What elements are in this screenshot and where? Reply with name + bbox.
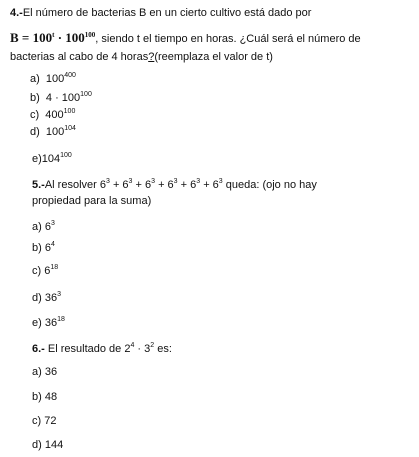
option-exp: 100 xyxy=(63,108,76,115)
option-label: d) xyxy=(30,126,40,138)
option-label: d) xyxy=(32,439,45,451)
q4-text-line1: El número de bacterias B en un cierto cultivo está dado por xyxy=(22,7,312,19)
option-base: 6 xyxy=(44,242,51,254)
q4-formula-exp1: t xyxy=(52,31,55,39)
option-label: c) xyxy=(30,109,40,121)
option-base: 4 · 100 xyxy=(45,92,81,104)
option-label: a) xyxy=(32,366,45,378)
q4-option-b xyxy=(30,91,92,105)
q6-text-b: es: xyxy=(154,343,172,355)
q4-formula-exp2: 100 xyxy=(84,31,96,39)
q6-text-a: El resultado de 2 xyxy=(44,343,131,355)
q4-formula xyxy=(10,30,95,45)
option-base: 100 xyxy=(45,126,65,138)
q5-exp: 3 xyxy=(105,178,110,185)
q5-term: + 6 xyxy=(109,179,129,191)
option-exp: 100 xyxy=(60,152,72,159)
option-exp: 4 xyxy=(50,241,55,248)
q4-option-a xyxy=(30,72,76,86)
option-exp: 400 xyxy=(64,72,76,79)
option-value: 36 xyxy=(44,366,58,378)
q5-exp: 3 xyxy=(196,178,201,185)
q4-text-line3a: bacterias al cabo de 4 horas xyxy=(10,51,149,63)
option-label: b) xyxy=(32,242,45,254)
option-exp: 18 xyxy=(57,316,65,323)
q6-option-a xyxy=(32,365,57,379)
q6-option-d xyxy=(32,438,63,452)
q5-option-a xyxy=(32,220,55,234)
option-base: 6 xyxy=(44,221,51,233)
q5-text-a: Al resolver 6 xyxy=(44,179,106,191)
q4-text-line3-mark: ? xyxy=(148,51,155,63)
option-label: b) xyxy=(32,391,45,403)
q6-exp2: 2 xyxy=(150,342,155,349)
option-label: b) xyxy=(30,92,40,104)
option-label: a) xyxy=(32,221,45,233)
option-label: a) xyxy=(30,73,40,85)
option-base: 100 xyxy=(45,73,65,85)
option-value: 72 xyxy=(44,415,57,427)
option-value: 144 xyxy=(44,439,64,451)
q5-number: 5.- xyxy=(32,179,45,191)
q4-formula-lhs: B = 100 xyxy=(10,30,53,45)
q5-term: + 6 xyxy=(132,179,152,191)
q6-option-c xyxy=(32,414,56,428)
q5-option-b xyxy=(32,241,55,255)
option-value: 48 xyxy=(44,391,58,403)
q6-option-b xyxy=(32,390,57,404)
option-exp: 3 xyxy=(57,291,61,298)
q5-line1 xyxy=(32,178,317,192)
q4-number: 4.- xyxy=(10,7,23,19)
q4-formula-mid: · 100 xyxy=(57,30,85,45)
q6-number: 6.- xyxy=(32,343,45,355)
q5-option-d xyxy=(32,291,61,305)
option-label: e) xyxy=(32,153,42,165)
q5-term: + 6 xyxy=(155,179,174,191)
q4-text-line3b: (reemplaza el valor de t) xyxy=(154,51,273,63)
option-base: 36 xyxy=(44,317,58,329)
option-exp: 3 xyxy=(50,220,55,227)
q4-line3 xyxy=(10,50,273,64)
option-label: d) xyxy=(32,292,45,304)
option-label: c) xyxy=(32,265,45,277)
q5-exp: 3 xyxy=(218,178,223,185)
q5-exp: 3 xyxy=(151,178,156,185)
q5-exp: 3 xyxy=(128,178,133,185)
q4-option-e xyxy=(32,152,72,166)
q5-term: + 6 xyxy=(200,179,219,191)
q5-option-c xyxy=(32,264,58,278)
option-label: e) xyxy=(32,317,45,329)
q5-option-e xyxy=(32,316,65,330)
q5-line2: propiedad para la suma) xyxy=(32,195,152,207)
option-base: 36 xyxy=(44,292,58,304)
option-exp: 18 xyxy=(50,264,59,271)
q5-text-b: queda: (ojo no hay xyxy=(222,179,317,191)
q4-line2 xyxy=(10,31,361,46)
q4-text-line2: , siendo t el tiempo en horas. ¿Cuál será el número de xyxy=(95,33,361,45)
q6-line1 xyxy=(32,342,172,356)
q5-term: + 6 xyxy=(177,179,197,191)
q6-mid: · 3 xyxy=(134,343,151,355)
option-exp: 104 xyxy=(64,125,76,132)
option-base: 6 xyxy=(44,265,51,277)
option-base: 104 xyxy=(41,153,61,165)
q4-line1 xyxy=(10,6,311,20)
q4-option-d xyxy=(30,125,76,139)
q6-exp1: 4 xyxy=(130,342,135,349)
option-label: c) xyxy=(32,415,45,427)
option-exp: 100 xyxy=(80,91,92,98)
q4-option-c xyxy=(30,108,75,122)
q5-exp: 3 xyxy=(173,178,178,185)
option-base: 400 xyxy=(45,109,64,121)
